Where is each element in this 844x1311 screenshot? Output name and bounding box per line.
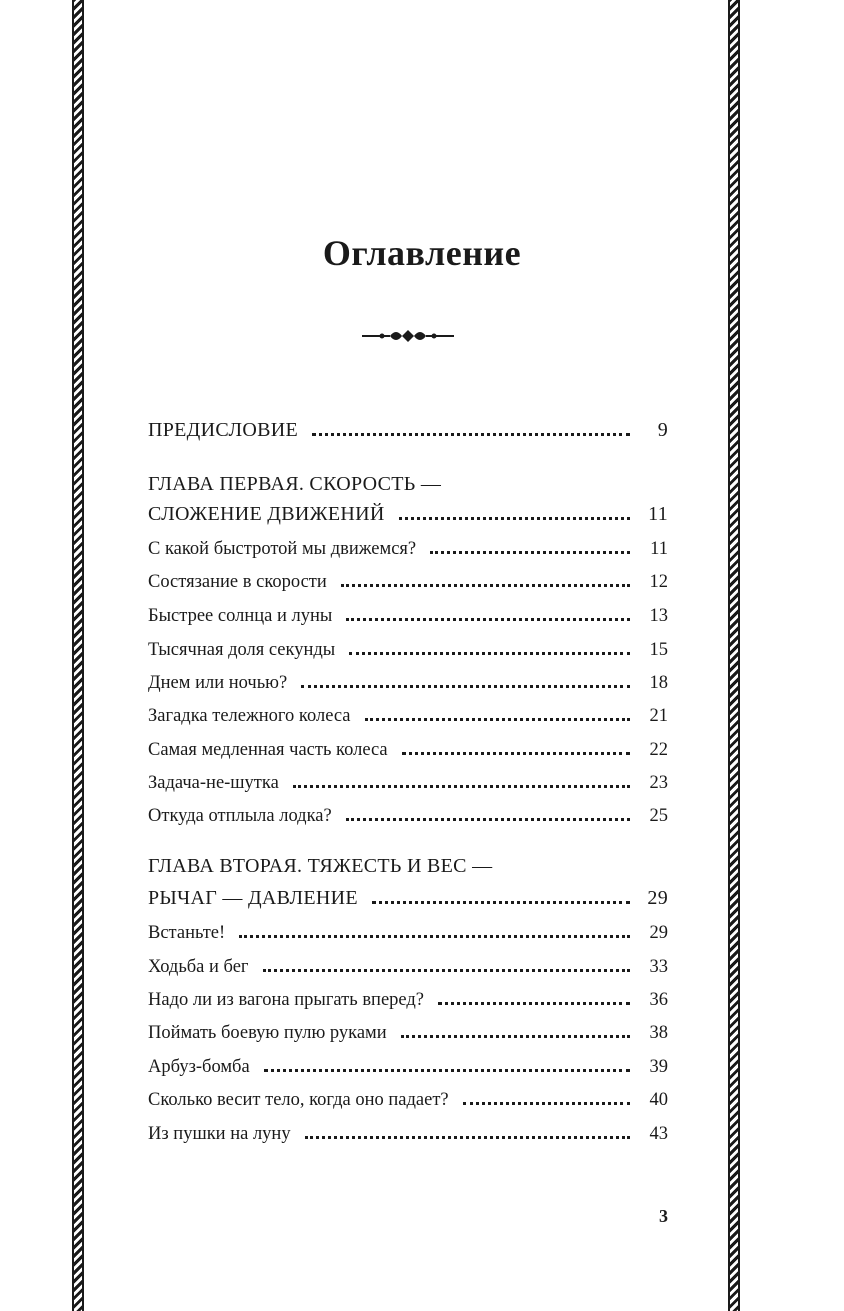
toc-entry[interactable] [148, 1048, 668, 1078]
dot-leader [264, 1069, 630, 1072]
toc-entry[interactable] [148, 1014, 668, 1044]
page-title: Оглавление [322, 233, 522, 273]
dot-leader [430, 551, 630, 554]
toc-entry-page: 22 [649, 740, 668, 760]
toc-entry-page: 11 [648, 503, 668, 525]
toc-entry[interactable] [148, 948, 668, 978]
toc-entry-label: Встаньте! [148, 923, 226, 943]
chapter-heading-line: ГЛАВА ПЕРВАЯ. СКОРОСТЬ — [148, 473, 442, 495]
toc-entry-page: 29 [649, 923, 668, 943]
toc-entry[interactable] [148, 1115, 668, 1145]
toc-entry[interactable] [148, 563, 668, 593]
left-decorative-border [72, 0, 84, 1311]
toc-entry[interactable] [148, 664, 668, 694]
toc-entry[interactable] [148, 731, 668, 761]
toc-entry-label: С какой быстротой мы движемся? [148, 539, 417, 559]
toc-entry-page: 21 [649, 706, 668, 726]
toc-entry-page: 33 [649, 957, 668, 977]
dot-leader [372, 901, 630, 904]
toc-entry-page: 13 [649, 606, 668, 626]
toc-entry[interactable] [148, 764, 668, 794]
toc-entry-label: Днем или ночью? [148, 673, 288, 693]
toc-entry-label: Тысячная доля секунды [148, 640, 336, 660]
dot-leader [399, 517, 630, 520]
dot-leader [463, 1102, 630, 1105]
toc-entry-page: 39 [649, 1057, 668, 1077]
dot-leader [346, 818, 630, 821]
toc-entry-label: СЛОЖЕНИЕ ДВИЖЕНИЙ [148, 503, 385, 525]
toc-entry-label: Поймать боевую пулю руками [148, 1023, 387, 1043]
toc-entry[interactable] [148, 1081, 668, 1111]
toc-entry-label: Сколько весит тело, когда оно падает? [148, 1090, 449, 1110]
toc-entry-chapter-2[interactable] [148, 880, 668, 910]
toc-entry-label: Загадка тележного колеса [148, 706, 351, 726]
dot-leader [365, 718, 630, 721]
toc-entry-label: Арбуз-бомба [148, 1057, 250, 1077]
toc-entry-label: Откуда отплыла лодка? [148, 806, 332, 826]
toc-entry[interactable] [148, 697, 668, 727]
dot-leader [312, 433, 630, 436]
toc-entry-page: 43 [649, 1124, 668, 1144]
toc-entry[interactable] [148, 631, 668, 661]
dot-leader [293, 785, 630, 788]
toc-entry-page: 38 [649, 1023, 668, 1043]
chapter-heading-line: ГЛАВА ВТОРАЯ. ТЯЖЕСТЬ И ВЕС — [148, 855, 493, 877]
dot-leader [401, 1035, 630, 1038]
right-decorative-border [728, 0, 740, 1311]
toc-entry[interactable] [148, 530, 668, 560]
toc-entry-page: 18 [649, 673, 668, 693]
toc-entry-page: 29 [647, 887, 668, 909]
toc-entry-label: Задача-не-шутка [148, 773, 279, 793]
ornament-divider-icon [360, 322, 456, 350]
dot-leader [346, 618, 630, 621]
toc-entry-label: ПРЕДИСЛОВИЕ [148, 419, 299, 441]
toc-entry-label: Состязание в скорости [148, 572, 327, 592]
toc-entry[interactable] [148, 981, 668, 1011]
dot-leader [305, 1136, 630, 1139]
toc-entry-label: Ходьба и бег [148, 957, 249, 977]
toc-entry-label: РЫЧАГ — ДАВЛЕНИЕ [148, 887, 358, 909]
dot-leader [349, 652, 630, 655]
toc-entry-page: 12 [649, 572, 668, 592]
dot-leader [402, 752, 630, 755]
toc-entry-page: 15 [649, 640, 668, 660]
dot-leader [263, 969, 630, 972]
toc-entry-page: 36 [649, 990, 668, 1010]
dot-leader [341, 584, 630, 587]
toc-entry-chapter-1[interactable] [148, 496, 668, 526]
toc-entry-page: 9 [657, 419, 668, 441]
toc-entry-page: 23 [649, 773, 668, 793]
dot-leader [438, 1002, 630, 1005]
toc-entry-label: Самая медленная часть колеса [148, 740, 388, 760]
toc-entry-label: Быстрее солнца и луны [148, 606, 333, 626]
toc-entry[interactable] [148, 914, 668, 944]
toc-entry-page: 40 [649, 1090, 668, 1110]
toc-entry[interactable] [148, 797, 668, 827]
toc-entry-label: Из пушки на луну [148, 1124, 291, 1144]
toc-entry[interactable] [148, 597, 668, 627]
page-number: 3 [659, 1206, 668, 1226]
dot-leader [239, 935, 630, 938]
toc-entry-label: Надо ли из вагона прыгать вперед? [148, 990, 425, 1010]
dot-leader [301, 685, 630, 688]
toc-entry-page: 11 [650, 539, 668, 559]
toc-entry-preface[interactable] [148, 412, 668, 442]
toc-entry-page: 25 [649, 806, 668, 826]
